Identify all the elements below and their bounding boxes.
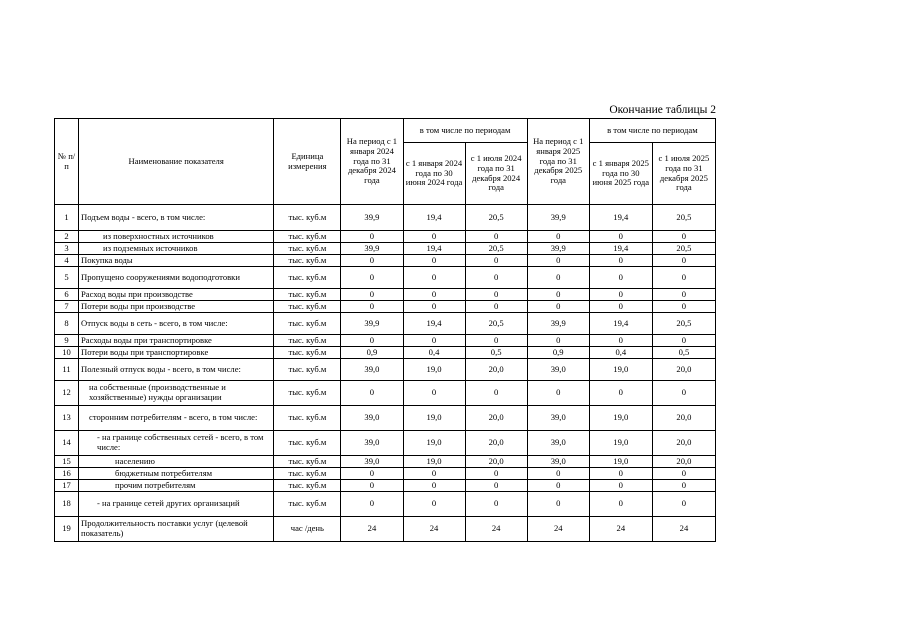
- row-number: 3: [55, 243, 79, 255]
- row-value: 0,9: [527, 347, 589, 359]
- row-number: 8: [55, 313, 79, 335]
- row-value: 19,0: [403, 406, 465, 431]
- table-row: [55, 289, 716, 301]
- row-value: 0: [589, 255, 652, 267]
- row-unit: тыс. куб.м: [274, 431, 341, 456]
- row-number: 16: [55, 468, 79, 480]
- col-header-period-2024: На период с 1 января 2024 года по 31 декабря 2024 года: [341, 119, 403, 205]
- row-value: 19,4: [589, 243, 652, 255]
- row-indicator-name: на собственные (производственные и хозяйственные) нужды организации: [79, 381, 274, 406]
- row-value: 0: [652, 231, 715, 243]
- col-header-num: № п/п: [55, 119, 79, 205]
- row-value: 0: [652, 289, 715, 301]
- col-header-h1-2024: с 1 января 2024 года по 30 июня 2024 года: [403, 143, 465, 205]
- row-indicator-name: сторонним потребителям - всего, в том числе:: [79, 406, 274, 431]
- row-indicator-name: Подъем воды - всего, в том числе:: [79, 205, 274, 231]
- row-value: 0: [527, 468, 589, 480]
- row-value: 39,0: [527, 456, 589, 468]
- table-row: [55, 267, 716, 289]
- row-value: 19,0: [589, 456, 652, 468]
- row-number: 1: [55, 205, 79, 231]
- row-value: 20,0: [652, 359, 715, 381]
- row-value: 20,5: [465, 243, 527, 255]
- table-row: [55, 456, 716, 468]
- row-unit: тыс. куб.м: [274, 231, 341, 243]
- row-value: 24: [527, 517, 589, 542]
- row-value: 24: [341, 517, 403, 542]
- col-header-unit: Единица измерения: [274, 119, 341, 205]
- row-value: 39,0: [341, 359, 403, 381]
- table-row: [55, 205, 716, 231]
- row-indicator-name: из подземных источников: [79, 243, 274, 255]
- row-unit: тыс. куб.м: [274, 313, 341, 335]
- row-value: 0: [465, 468, 527, 480]
- row-value: 0: [652, 468, 715, 480]
- row-value: 19,0: [589, 406, 652, 431]
- table-row: [55, 431, 716, 456]
- row-unit: тыс. куб.м: [274, 468, 341, 480]
- row-number: 13: [55, 406, 79, 431]
- table-row: [55, 255, 716, 267]
- row-value: 0: [527, 231, 589, 243]
- row-unit: тыс. куб.м: [274, 359, 341, 381]
- row-value: 39,0: [341, 456, 403, 468]
- table-row: [55, 335, 716, 347]
- table-row: [55, 492, 716, 517]
- table-row: [55, 313, 716, 335]
- row-value: 20,0: [465, 431, 527, 456]
- row-value: 39,9: [527, 205, 589, 231]
- row-number: 7: [55, 301, 79, 313]
- row-value: 20,0: [465, 359, 527, 381]
- row-value: 0: [403, 231, 465, 243]
- row-value: 0,4: [403, 347, 465, 359]
- row-indicator-name: Покупка воды: [79, 255, 274, 267]
- row-indicator-name: Полезный отпуск воды - всего, в том числе:: [79, 359, 274, 381]
- row-value: 20,0: [465, 456, 527, 468]
- row-value: 0: [403, 255, 465, 267]
- row-indicator-name: населению: [79, 456, 274, 468]
- row-value: 0: [465, 231, 527, 243]
- row-value: 0: [527, 335, 589, 347]
- row-value: 19,4: [403, 243, 465, 255]
- row-value: 0: [341, 301, 403, 313]
- table-row: [55, 468, 716, 480]
- row-value: 0: [403, 335, 465, 347]
- table-body: [55, 205, 716, 542]
- row-number: 2: [55, 231, 79, 243]
- row-indicator-name: из поверхностных источников: [79, 231, 274, 243]
- row-value: 19,4: [403, 205, 465, 231]
- row-value: 0: [589, 335, 652, 347]
- row-value: 0: [403, 381, 465, 406]
- row-number: 9: [55, 335, 79, 347]
- row-number: 4: [55, 255, 79, 267]
- row-value: 0: [465, 255, 527, 267]
- row-value: 0: [465, 480, 527, 492]
- row-value: 19,0: [589, 431, 652, 456]
- row-value: 39,0: [341, 406, 403, 431]
- row-value: 20,5: [465, 205, 527, 231]
- row-value: 0: [652, 335, 715, 347]
- row-value: 20,5: [652, 205, 715, 231]
- row-value: 0: [341, 335, 403, 347]
- row-value: 0: [652, 301, 715, 313]
- col-header-incl-2024: в том числе по периодам: [403, 119, 527, 143]
- row-value: 0: [652, 480, 715, 492]
- row-value: 20,0: [465, 406, 527, 431]
- row-value: 0: [341, 468, 403, 480]
- row-indicator-name: Отпуск воды в сеть - всего, в том числе:: [79, 313, 274, 335]
- row-value: 0: [465, 267, 527, 289]
- row-value: 39,0: [527, 359, 589, 381]
- row-number: 12: [55, 381, 79, 406]
- row-value: 0: [652, 381, 715, 406]
- row-value: 0: [589, 301, 652, 313]
- table-row: [55, 359, 716, 381]
- row-value: 20,0: [652, 406, 715, 431]
- row-unit: тыс. куб.м: [274, 480, 341, 492]
- row-value: 0: [403, 301, 465, 313]
- row-value: 0: [527, 255, 589, 267]
- row-number: 14: [55, 431, 79, 456]
- row-value: 0: [589, 289, 652, 301]
- row-value: 19,0: [403, 456, 465, 468]
- row-value: 20,5: [465, 313, 527, 335]
- row-value: 0: [589, 381, 652, 406]
- row-value: 0: [527, 480, 589, 492]
- row-value: 0: [403, 289, 465, 301]
- row-value: 24: [589, 517, 652, 542]
- col-header-h2-2025: с 1 июля 2025 года по 31 декабря 2025 года: [652, 143, 715, 205]
- row-unit: тыс. куб.м: [274, 301, 341, 313]
- row-unit: тыс. куб.м: [274, 456, 341, 468]
- row-indicator-name: бюджетным потребителям: [79, 468, 274, 480]
- table-row: [55, 301, 716, 313]
- table-row: [55, 480, 716, 492]
- row-value: 0: [465, 289, 527, 301]
- row-value: 0: [652, 492, 715, 517]
- row-unit: тыс. куб.м: [274, 347, 341, 359]
- row-value: 0,5: [652, 347, 715, 359]
- row-number: 10: [55, 347, 79, 359]
- row-value: 0,5: [465, 347, 527, 359]
- col-header-name: Наименование показателя: [79, 119, 274, 205]
- row-value: 0: [652, 255, 715, 267]
- row-value: 0: [341, 289, 403, 301]
- row-number: 19: [55, 517, 79, 542]
- row-value: 0: [341, 231, 403, 243]
- table-row: [55, 381, 716, 406]
- row-value: 0: [465, 492, 527, 517]
- row-number: 17: [55, 480, 79, 492]
- row-value: 19,4: [589, 313, 652, 335]
- row-unit: тыс. куб.м: [274, 255, 341, 267]
- row-value: 39,9: [341, 313, 403, 335]
- row-value: 39,0: [527, 406, 589, 431]
- row-unit: тыс. куб.м: [274, 381, 341, 406]
- row-number: 18: [55, 492, 79, 517]
- row-number: 11: [55, 359, 79, 381]
- row-value: 0: [465, 301, 527, 313]
- row-value: 20,5: [652, 243, 715, 255]
- table-row: [55, 406, 716, 431]
- col-header-h1-2025: с 1 января 2025 года по 30 июня 2025 года: [589, 143, 652, 205]
- row-value: 0: [341, 480, 403, 492]
- row-value: 0: [403, 480, 465, 492]
- col-header-incl-2025: в том числе по периодам: [589, 119, 715, 143]
- row-value: 0: [341, 255, 403, 267]
- row-value: 0: [589, 468, 652, 480]
- row-value: 0: [527, 381, 589, 406]
- row-value: 39,0: [527, 431, 589, 456]
- row-value: 39,9: [341, 205, 403, 231]
- row-value: 0: [465, 335, 527, 347]
- row-indicator-name: Потери воды при производстве: [79, 301, 274, 313]
- row-value: 0: [589, 492, 652, 517]
- table-caption: Окончание таблицы 2: [609, 104, 716, 116]
- row-value: 19,0: [403, 359, 465, 381]
- row-value: 0: [403, 267, 465, 289]
- row-value: 0: [527, 492, 589, 517]
- row-value: 0: [403, 492, 465, 517]
- row-value: 24: [652, 517, 715, 542]
- row-number: 6: [55, 289, 79, 301]
- row-indicator-name: Пропущено сооружениями водоподготовки: [79, 267, 274, 289]
- row-number: 15: [55, 456, 79, 468]
- row-unit: тыс. куб.м: [274, 406, 341, 431]
- row-value: 0: [403, 468, 465, 480]
- row-indicator-name: прочим потребителям: [79, 480, 274, 492]
- row-value: 0: [341, 492, 403, 517]
- row-indicator-name: Потери воды при транспортировке: [79, 347, 274, 359]
- row-value: 0: [527, 301, 589, 313]
- row-value: 19,4: [403, 313, 465, 335]
- row-number: 5: [55, 267, 79, 289]
- table-row: [55, 347, 716, 359]
- col-header-period-2025: На период с 1 января 2025 года по 31 декабря 2025 года: [527, 119, 589, 205]
- table-row: [55, 231, 716, 243]
- row-value: 39,9: [341, 243, 403, 255]
- col-header-h2-2024: с 1 июля 2024 года по 31 декабря 2024 года: [465, 143, 527, 205]
- row-unit: тыс. куб.м: [274, 267, 341, 289]
- row-value: 20,5: [652, 313, 715, 335]
- row-value: 0,4: [589, 347, 652, 359]
- row-unit: тыс. куб.м: [274, 335, 341, 347]
- row-indicator-name: Расходы воды при транспортировке: [79, 335, 274, 347]
- row-value: 0: [589, 231, 652, 243]
- row-value: 0: [589, 267, 652, 289]
- water-balance-table: [54, 118, 716, 542]
- row-value: 19,0: [589, 359, 652, 381]
- row-value: 39,9: [527, 243, 589, 255]
- row-value: 0: [341, 267, 403, 289]
- row-value: 20,0: [652, 431, 715, 456]
- row-unit: тыс. куб.м: [274, 243, 341, 255]
- row-unit: тыс. куб.м: [274, 289, 341, 301]
- row-unit: тыс. куб.м: [274, 205, 341, 231]
- row-indicator-name: - на границе сетей других организаций: [79, 492, 274, 517]
- row-value: 0,9: [341, 347, 403, 359]
- row-value: 39,0: [341, 431, 403, 456]
- row-value: 19,0: [403, 431, 465, 456]
- row-indicator-name: Продолжительность поставки услуг (целевой показатель): [79, 517, 274, 542]
- row-value: 24: [403, 517, 465, 542]
- row-unit: час /день: [274, 517, 341, 542]
- row-value: 39,9: [527, 313, 589, 335]
- row-value: 0: [341, 381, 403, 406]
- row-value: 20,0: [652, 456, 715, 468]
- row-indicator-name: - на границе собственных сетей - всего, в том числе:: [79, 431, 274, 456]
- row-value: 0: [652, 267, 715, 289]
- row-value: 0: [527, 267, 589, 289]
- row-unit: тыс. куб.м: [274, 492, 341, 517]
- row-value: 0: [527, 289, 589, 301]
- row-value: 19,4: [589, 205, 652, 231]
- row-value: 0: [589, 480, 652, 492]
- row-value: 0: [465, 381, 527, 406]
- row-value: 24: [465, 517, 527, 542]
- row-indicator-name: Расход воды при производстве: [79, 289, 274, 301]
- table-row: [55, 517, 716, 542]
- table-row: [55, 243, 716, 255]
